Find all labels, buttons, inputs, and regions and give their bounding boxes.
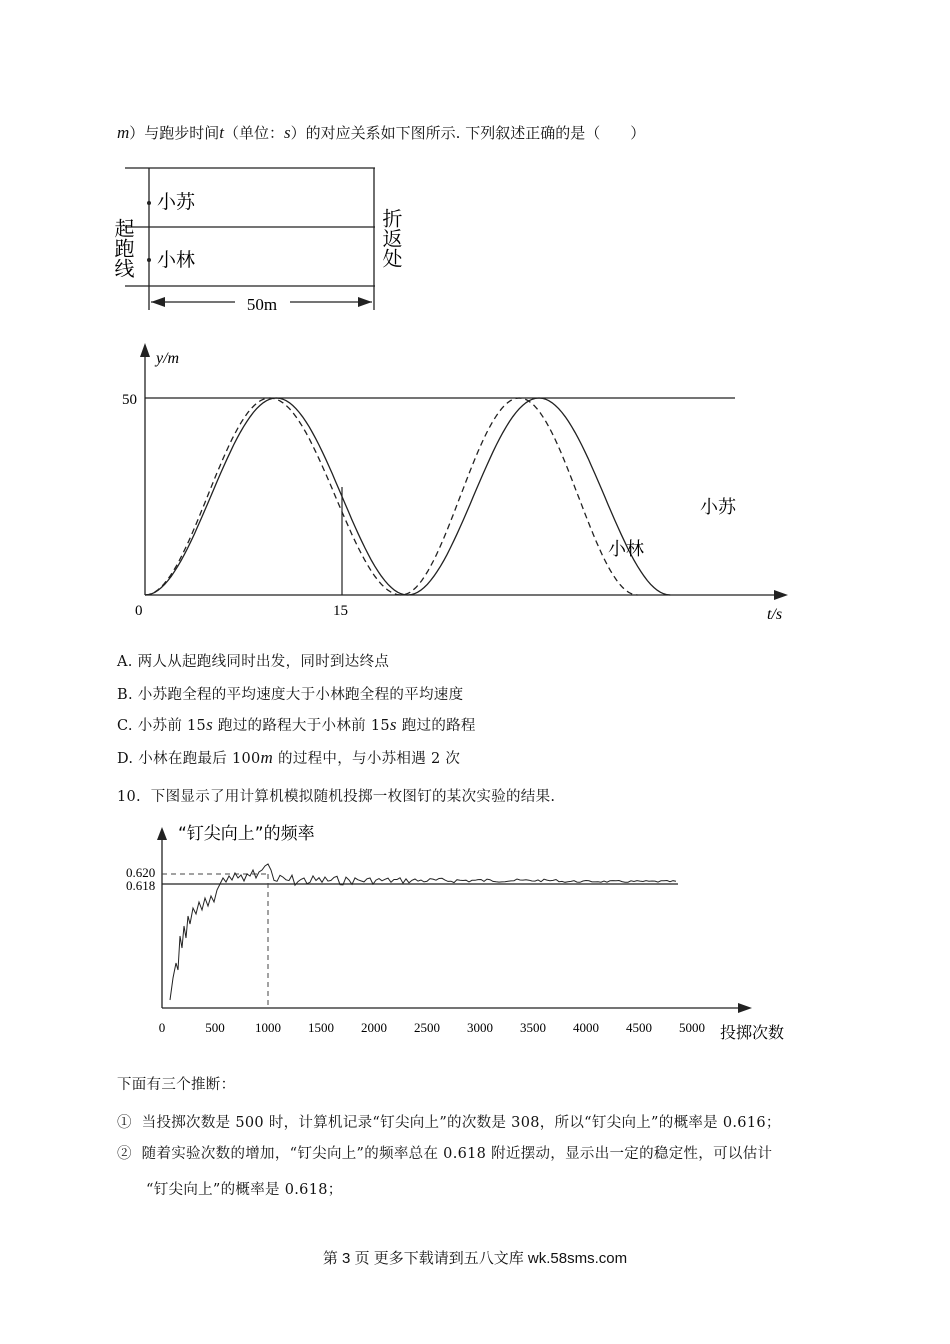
lane2-label: 小林: [157, 249, 196, 271]
x-tick-15: 15: [333, 603, 348, 619]
freq-chart-title: “钉尖向上”的频率: [178, 824, 315, 844]
intro-text-1: ）与跑步时间: [129, 124, 220, 142]
freq-x-tick: 4000: [573, 1020, 599, 1035]
option-b-text: 小苏跑全程的平均速度大于小林跑全程的平均速度: [137, 687, 464, 703]
x-tick-0: 0: [135, 603, 143, 619]
freq-x-label: 投掷次数: [720, 1023, 785, 1042]
freq-x-tick: 3500: [520, 1020, 546, 1035]
y-axis-label: y/m: [156, 350, 180, 367]
inference-2-text: 随着实验次数的增加，“钉尖向上”的频率总在 0.618 附近摆动，显示出一定的稳定性，可以估计: [141, 1146, 773, 1162]
freq-x-tick: 4500: [626, 1020, 652, 1035]
track-diagram: [111, 160, 415, 320]
distance-label: 50m: [246, 295, 278, 314]
turn-point-label: 折返处: [379, 208, 403, 268]
page-footer: 第 3 页 更多下载请到五八文库 wk.58sms.com: [322, 1250, 628, 1267]
option-c-text-a: 小苏前 15: [137, 718, 207, 734]
freq-x-tick: 2000: [361, 1020, 387, 1035]
q10-number: 10.: [117, 789, 141, 805]
option-d-var: m: [260, 748, 274, 767]
freq-y-arrow: [157, 827, 167, 840]
inference-2-cont: “钉尖向上”的概率是 0.618；: [146, 1182, 343, 1198]
question-intro: [117, 122, 645, 143]
question-10: [117, 785, 555, 806]
var-s: s: [284, 123, 291, 142]
option-a-label: A.: [117, 654, 133, 670]
option-c-text-b: 跑过的路程大于小林前 15: [213, 718, 390, 734]
x-axis-arrow: [774, 590, 788, 600]
option-a: [117, 650, 389, 671]
y-tick-0618: 0.618: [126, 878, 156, 893]
freq-x-arrow: [738, 1003, 752, 1013]
option-d: [117, 747, 460, 768]
option-c-var: s: [206, 715, 214, 734]
y-tick-50: 50: [122, 392, 137, 408]
var-m: m: [117, 123, 130, 142]
arrow-left-head: [151, 297, 165, 307]
freq-x-tick: 0: [158, 1020, 166, 1035]
series-xiaolin: [145, 398, 638, 595]
start-line-label: 起跑线: [111, 218, 135, 278]
series-xiaosu: [145, 398, 670, 595]
option-b-label: B.: [117, 687, 133, 703]
arrow-right-head: [358, 297, 372, 307]
x-axis-label: t/s: [767, 606, 783, 623]
freq-x-tick: 1500: [308, 1020, 334, 1035]
lane1-marker: [147, 201, 151, 205]
option-c-label: C.: [117, 718, 133, 734]
freq-x-tick: 2500: [414, 1020, 440, 1035]
lane1-label: 小苏: [157, 191, 196, 213]
option-c-text-c: 跑过的路程: [396, 718, 476, 734]
freq-x-tick: 5000: [679, 1020, 705, 1035]
y-axis-arrow: [140, 343, 150, 357]
freq-x-tick: 3000: [467, 1020, 493, 1035]
option-d-text-b: 的过程中，与小苏相遇 2 次: [273, 751, 461, 767]
legend-xiaolin: 小林: [608, 539, 644, 560]
freq-x-tick: 500: [205, 1020, 225, 1035]
intro-text-2: （单位：: [224, 124, 285, 142]
q10-text: 下图显示了用计算机模拟随机投掷一枚图钉的某次实验的结果.: [150, 789, 556, 805]
var-t: t: [219, 123, 225, 142]
intro-text-3: ）的对应关系如下图所示. 下列叙述正确的是（ ）: [290, 124, 646, 142]
inference-2-mark: ②: [117, 1146, 132, 1162]
option-d-label: D.: [117, 751, 134, 767]
option-c-var2: s: [389, 715, 397, 734]
inference-1-mark: ①: [117, 1115, 132, 1131]
inferences-heading: 下面有三个推断：: [117, 1077, 236, 1093]
option-a-text: 两人从起跑线同时出发，同时到达终点: [137, 654, 390, 670]
inference-1: [117, 1111, 781, 1132]
inference-1-text: 当投掷次数是 500 时，计算机记录“钉尖向上”的次数是 308，所以“钉尖向上”的概率是 0.616；: [141, 1115, 781, 1131]
inference-2: [117, 1142, 772, 1163]
option-c: [117, 714, 476, 735]
option-d-text-a: 小林在跑最后 100: [138, 751, 261, 767]
lane2-marker: [147, 258, 151, 262]
option-b: [117, 683, 463, 704]
freq-x-ticks: [159, 1020, 705, 1035]
y-tick-0620: 0.620: [126, 865, 156, 880]
frequency-chart: [110, 818, 800, 1046]
legend-xiaosu: 小苏: [700, 497, 736, 518]
freq-x-tick: 1000: [255, 1020, 281, 1035]
running-chart: [110, 335, 810, 635]
